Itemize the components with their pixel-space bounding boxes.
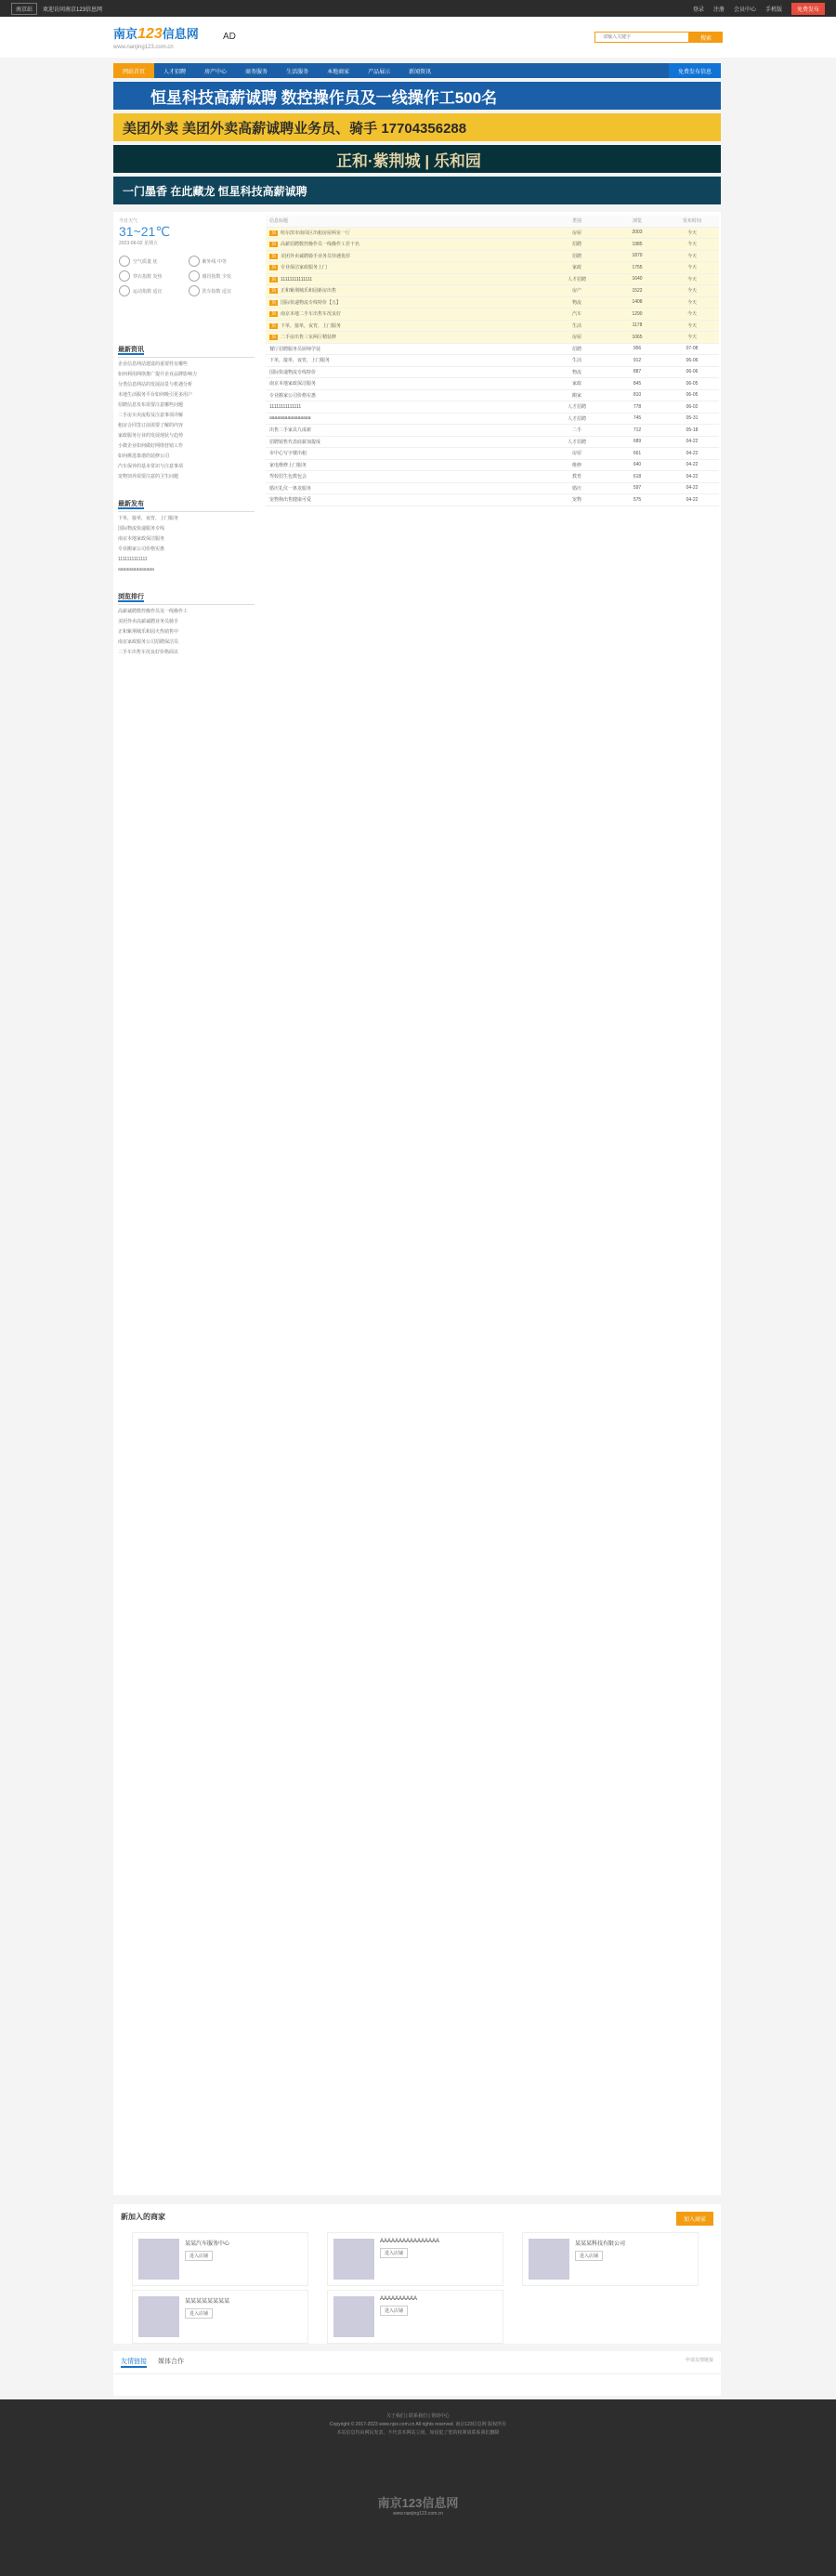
row-cat: 人才招聘	[567, 404, 586, 411]
shop-card[interactable]: AAAAAAAAAA 进入店铺	[327, 2290, 503, 2344]
row-title[interactable]: 二手房出售三室两厅精装修	[281, 335, 337, 341]
news-item[interactable]: 分类信息网站的发展前景与机遇分析	[118, 382, 193, 388]
row-title[interactable]: 驾校招生包教包会	[269, 474, 307, 480]
sidebar	[113, 212, 259, 663]
row-title[interactable]: 出售二手家具九成新	[269, 427, 312, 434]
weather-city: 今日天气	[119, 218, 138, 224]
row-date: 06-06	[686, 357, 699, 363]
search-box	[594, 32, 723, 43]
row-date: 04-22	[686, 439, 699, 445]
row-views: 1640	[632, 276, 643, 283]
row-date: 06-06	[686, 369, 699, 375]
row-views: 661	[633, 450, 642, 456]
table-row[interactable]	[266, 251, 719, 263]
row-cat: 招聘	[571, 242, 581, 248]
top-badge: 顶	[271, 242, 277, 248]
main-nav	[113, 63, 721, 78]
latest-item[interactable]: aaaaaaaaaaaaaa	[118, 567, 154, 572]
row-views: 1985	[632, 241, 643, 247]
table-row[interactable]	[266, 414, 719, 426]
hot-item[interactable]: 高薪诚聘数控操作员及一线操作工	[118, 609, 189, 614]
shop-card[interactable]: AAAAAAAAAAAAAAAA 进入店铺	[327, 2232, 503, 2286]
row-cat: 人才招聘	[567, 439, 586, 445]
news-item[interactable]: 如何利用网络推广提升企业品牌影响力	[118, 372, 198, 377]
row-views: 778	[633, 403, 642, 410]
row-views: 1290	[632, 310, 643, 317]
site-domain: www.nanjing123.com.cn	[113, 45, 174, 50]
latest-item[interactable]: 下单，接单，夜宵，上门服务	[118, 516, 179, 521]
row-title[interactable]: 宠物狗出售健康可爱	[269, 497, 312, 504]
table-row[interactable]	[266, 437, 719, 449]
news-item[interactable]: 家政服务行业的发展现状与趋势	[118, 433, 184, 439]
top-publish-button[interactable]: 免费发布	[791, 3, 825, 15]
news-item[interactable]: 小微企业如何做好网络营销工作	[118, 443, 184, 449]
top-badge: 顶	[271, 322, 277, 329]
row-cat: 婚庆	[571, 485, 581, 492]
latest-item[interactable]: 1111111111111	[118, 557, 148, 562]
footer-logo: 南京123信息网	[377, 2496, 459, 2510]
table-row[interactable]	[266, 274, 719, 286]
table-row[interactable]	[266, 367, 719, 379]
top-badge: 顶	[271, 311, 277, 318]
footer-domain: www.nanjing123.com.cn	[393, 2511, 443, 2517]
hot-item[interactable]: 美团外卖高薪诚聘业务员骑手	[118, 619, 179, 624]
row-date: 今天	[686, 253, 697, 259]
row-title[interactable]: 餐厅招聘服务员厨师学徒	[269, 346, 321, 352]
row-views: 1408	[632, 299, 643, 306]
table-header: 信息标题 类别 浏览 发布时间	[266, 216, 719, 228]
weather-item: 运动指数 适宜	[119, 285, 185, 296]
news-item[interactable]: 如何挑选靠谱的装修公司	[118, 453, 170, 459]
nav-item-jobs[interactable]: 人才招聘	[163, 69, 187, 75]
table-row[interactable]	[266, 483, 719, 495]
table-row[interactable]	[266, 471, 719, 483]
cold-icon	[189, 270, 200, 282]
row-cat: 房产	[571, 288, 581, 295]
row-views: 575	[633, 496, 642, 503]
nav-item-shops[interactable]: 本地商家	[327, 69, 350, 75]
table-row[interactable]	[266, 448, 719, 460]
row-title[interactable]: aaaaaaaaaaaaaaaa	[269, 415, 311, 422]
footer-links[interactable]: 关于我们 | 联系我们 | 帮助中心	[385, 2413, 451, 2419]
row-cat: 人才招聘	[567, 276, 586, 283]
row-title[interactable]: 招聘销售代表底薪加提成	[269, 439, 321, 445]
top-badge: 顶	[271, 230, 277, 236]
table-row[interactable]	[266, 390, 719, 402]
news-item[interactable]: 本地生活服务平台如何吸引更多用户	[118, 392, 193, 398]
table-row[interactable]	[266, 239, 719, 251]
row-views: 845	[633, 380, 642, 387]
row-views: 1178	[632, 322, 643, 329]
table-row[interactable]	[266, 297, 719, 309]
row-cat: 二手	[571, 427, 581, 434]
table-row[interactable]	[266, 344, 719, 356]
table-row[interactable]	[266, 332, 719, 344]
row-date: 05-31	[686, 415, 699, 422]
row-cat: 汽车	[571, 311, 581, 318]
row-cat: 搬家	[571, 392, 581, 399]
row-title[interactable]: 南京本地二手车出售车况良好	[281, 311, 342, 318]
search-input[interactable]	[594, 32, 689, 43]
row-cat: 物流	[571, 369, 581, 375]
row-date: 06-05	[686, 380, 699, 387]
row-date: 04-22	[686, 462, 699, 468]
row-cat: 宠物	[571, 497, 581, 504]
table-row[interactable]	[266, 355, 719, 367]
register-link[interactable]: 注册	[712, 7, 725, 13]
row-views: 2003	[632, 230, 643, 236]
news-item[interactable]: 汽车保养的基本常识与注意事项	[118, 464, 184, 469]
air-icon	[119, 256, 130, 267]
nav-item-business[interactable]: 商务服务	[245, 69, 268, 75]
site-logo[interactable]: 南京123信息网 www.nanjing123.com.cn	[113, 26, 199, 50]
top-bar	[0, 0, 836, 17]
login-link[interactable]: 登录	[692, 7, 704, 13]
sport-icon	[119, 285, 130, 296]
nav-item-products[interactable]: 产品展示	[368, 69, 391, 75]
footer	[0, 2399, 836, 2576]
table-row[interactable]	[266, 321, 719, 333]
row-views: 745	[633, 415, 642, 422]
row-cat: 生活	[571, 358, 581, 364]
footer-disclaimer: 本站信息均由网民发表，不代表本网站立场，如侵犯了您的权利请联系我们删除	[336, 2430, 500, 2436]
latest-item[interactable]: 专业搬家公司价格实惠	[118, 546, 165, 552]
row-views: 1755	[632, 264, 643, 270]
shop-card[interactable]: 某某汽车服务中心 进入店铺	[132, 2232, 308, 2286]
hot-item[interactable]: 二手车出售车况良好价格面议	[118, 650, 179, 655]
tab-media[interactable]: 媒体合作	[158, 2359, 184, 2365]
row-title[interactable]: 婚庆礼仪一条龙服务	[269, 485, 312, 492]
news-item[interactable]: 企业信息网站建设的重要性有哪些	[118, 361, 189, 367]
friend-links	[113, 2351, 721, 2396]
row-title[interactable]: 11111111111111	[269, 403, 302, 410]
row-views: 1522	[632, 287, 643, 294]
ad-banner-1[interactable]: 恒星科技高薪诚聘 数控操作员及一线操作工500名	[113, 82, 721, 110]
row-views: 689	[633, 439, 642, 445]
row-date: 今天	[686, 311, 697, 318]
news-item[interactable]: 宠物饲养需要注意的卫生问题	[118, 474, 179, 480]
weather-item: 感冒指数 少发	[189, 270, 255, 282]
shop-card[interactable]: 某某某科技有限公司 进入店铺	[522, 2232, 699, 2286]
row-views: 956	[633, 346, 642, 352]
ad-banner-3[interactable]: 正和·紫荆城 | 乐和园	[113, 145, 721, 173]
row-date: 今天	[686, 322, 697, 329]
tab-friend-links[interactable]: 友情链接	[121, 2357, 147, 2368]
table-row[interactable]	[266, 401, 719, 414]
row-cat: 房屋	[571, 335, 581, 341]
header	[0, 17, 836, 58]
row-views: 618	[633, 473, 642, 480]
nav-item-life[interactable]: 生活服务	[286, 69, 309, 75]
row-title[interactable]: 下单，接单，夜宵，上门服务	[269, 358, 331, 364]
table-row[interactable]	[266, 309, 719, 321]
row-cat: 家政	[571, 381, 581, 388]
hot-item[interactable]: 南京家政服务公司招聘保洁员	[118, 639, 179, 645]
latest-posts: 最新发布 下单，接单，夜宵，上门服务 国际物流快递服务专线 南京本地家政保洁服务 专业搬家公司价格实惠 1111111111111 aaaaaaaaaaaaaa	[113, 494, 259, 580]
news-item[interactable]: 招聘信息发布需要注意哪些问题	[118, 402, 184, 408]
header-ad[interactable]: AD	[223, 32, 236, 42]
weather-item: 穿衣指数 炎热	[119, 270, 185, 282]
row-date: 今天	[686, 299, 697, 306]
row-date: 今天	[686, 276, 697, 283]
weather-temp: 31~21℃	[119, 224, 171, 239]
nav-item-realestate[interactable]: 房产中心	[204, 69, 228, 75]
row-views: 810	[633, 392, 642, 399]
row-title[interactable]: 下单，接单，夜宵，上门服务	[281, 322, 342, 329]
row-title[interactable]: 家电维修上门服务	[269, 462, 307, 468]
row-views: 597	[633, 485, 642, 492]
row-title[interactable]: 美团外卖诚聘骑手业务员待遇优厚	[281, 253, 351, 259]
table-row[interactable]	[266, 494, 719, 506]
nav-item-news[interactable]: 新闻资讯	[409, 69, 432, 75]
row-views: 912	[633, 357, 642, 363]
top-badge: 顶	[271, 288, 277, 295]
row-title[interactable]: 高薪招聘数控操作员一线操作工若干名	[281, 242, 360, 248]
row-title[interactable]: 11111111111111	[281, 276, 313, 283]
row-date: 04-22	[686, 450, 699, 456]
row-views: 1870	[632, 253, 643, 259]
row-date: 06-05	[686, 392, 699, 399]
row-views: 887	[633, 369, 642, 375]
row-title[interactable]: 南京本地家政保洁服务	[269, 381, 317, 388]
latest-item[interactable]: 南京本地家政保洁服务	[118, 536, 165, 542]
row-cat: 家政	[571, 265, 581, 271]
row-date: 07-08	[686, 346, 699, 352]
row-views: 640	[633, 462, 642, 468]
row-title[interactable]: 专业保洁家政服务上门	[281, 265, 328, 271]
hot-ranking: 浏览排行 高薪诚聘数控操作员及一线操作工 美团外卖高薪诚聘业务员骑手 正和紫荆城乐和园火热销售中 南京家政服务公司招聘保洁员 二手车出售车况良好价格面议	[113, 587, 259, 663]
search-button[interactable]: 搜索	[689, 32, 723, 43]
apply-link[interactable]: 申请友情链接	[685, 2358, 713, 2363]
row-title[interactable]: 专业搬家公司价格实惠	[269, 392, 317, 399]
top-badge: 顶	[271, 253, 277, 259]
row-date: 04-22	[686, 485, 699, 492]
row-date: 05-18	[686, 427, 699, 433]
weather-widget	[113, 212, 259, 333]
weather-item: 空气质量 优	[119, 256, 185, 267]
row-date: 今天	[686, 288, 697, 295]
row-title[interactable]: 哈尔滨市南岗区出租房屋两室一厅	[281, 230, 351, 236]
table-row[interactable]	[266, 460, 719, 472]
nav-publish-button[interactable]: 免费发布信息	[669, 63, 721, 78]
row-title[interactable]: 国际快递物流专线特价【五】	[281, 299, 342, 306]
member-center-link[interactable]: 会员中心	[733, 7, 756, 13]
row-cat: 生活	[571, 322, 581, 329]
row-cat: 教育	[571, 474, 581, 480]
row-title[interactable]: 市中心写字楼出租	[269, 451, 307, 457]
table-row[interactable]	[266, 425, 719, 437]
hot-item[interactable]: 正和紫荆城乐和园火热销售中	[118, 629, 179, 635]
top-badge: 顶	[271, 276, 277, 283]
row-date: 04-22	[686, 496, 699, 503]
table-row[interactable]	[266, 262, 719, 274]
latest-news: 最新资讯 企业信息网站建设的重要性有哪些 如何利用网络推广提升企业品牌影响力 分类信息网站的发展前景与机遇分析 本地生活服务平台如何吸引更多用户 招聘信息发布需要注意哪些问题 二手房买卖流程及注意事项详解 租房合同签订前需要了解的内容 家政服务行业的发展现状与趋势 小微企业如何做好网络营销工作 如何挑选靠谱的装修公司 汽车保养的基本常识与注意事项 宠物饲养需要注意的卫生问题	[113, 340, 259, 487]
row-date: 今天	[686, 230, 697, 236]
weather-item: 洗车指数 适宜	[189, 285, 255, 296]
footer-copyright: Copyright © 2017-2023 www.njxx.com.cn All rights reserved. 南京123信息网 版权所有	[329, 2422, 507, 2427]
new-shops-title: 新加入的商家	[121, 2213, 165, 2221]
row-cat: 招聘	[571, 253, 581, 259]
row-cat: 房屋	[571, 451, 581, 457]
welcome-text: 欢迎访问南京123信息网	[43, 7, 103, 13]
row-cat: 招聘	[571, 346, 581, 352]
join-shop-button[interactable]: 加入商家	[676, 2212, 713, 2226]
row-cat: 物流	[571, 299, 581, 306]
row-title[interactable]: 国际快递物流专线特价	[269, 369, 317, 375]
row-date: 04-22	[686, 473, 699, 480]
row-views: 712	[633, 427, 642, 433]
listing-table	[266, 216, 719, 506]
weather-date: 2023-06-02 星期五	[119, 241, 158, 246]
top-badge: 顶	[271, 265, 277, 271]
row-title[interactable]: 正和紫荆城乐和园新房出售	[281, 288, 337, 295]
weather-item: 紫外线 中等	[189, 256, 255, 267]
uv-icon	[189, 256, 200, 267]
table-row[interactable]	[266, 285, 719, 297]
latest-item[interactable]: 国际物流快递服务专线	[118, 526, 165, 532]
new-shops	[113, 2204, 721, 2344]
news-item[interactable]: 租房合同签订前需要了解的内容	[118, 423, 184, 428]
nav-item-home[interactable]: 网站首页	[113, 63, 154, 78]
table-row[interactable]	[266, 228, 719, 240]
row-views: 1065	[632, 334, 643, 340]
row-date: 06-02	[686, 403, 699, 410]
row-cat: 维修	[571, 462, 581, 468]
row-cat: 房屋	[571, 230, 581, 236]
top-badge: 顶	[271, 335, 277, 341]
car-wash-icon	[189, 285, 200, 296]
table-row[interactable]	[266, 378, 719, 390]
ad-banner-2[interactable]: 美团外卖 美团外卖高薪诚聘业务员、骑手 17704356288	[113, 113, 721, 141]
row-date: 今天	[686, 265, 697, 271]
mobile-link[interactable]: 手机版	[764, 7, 782, 13]
row-date: 今天	[686, 242, 697, 248]
ad-banner-4[interactable]: 一门墨香 在此藏龙 恒星科技高薪诚聘	[113, 177, 721, 204]
shop-card[interactable]: 某某某某某某某某 进入店铺	[132, 2290, 308, 2344]
site-switch[interactable]: 南京站	[11, 3, 37, 15]
clothes-icon	[119, 270, 130, 282]
row-cat: 人才招聘	[567, 415, 586, 422]
top-badge: 顶	[271, 299, 277, 306]
news-item[interactable]: 二手房买卖流程及注意事项详解	[118, 413, 184, 418]
row-date: 今天	[686, 335, 697, 341]
